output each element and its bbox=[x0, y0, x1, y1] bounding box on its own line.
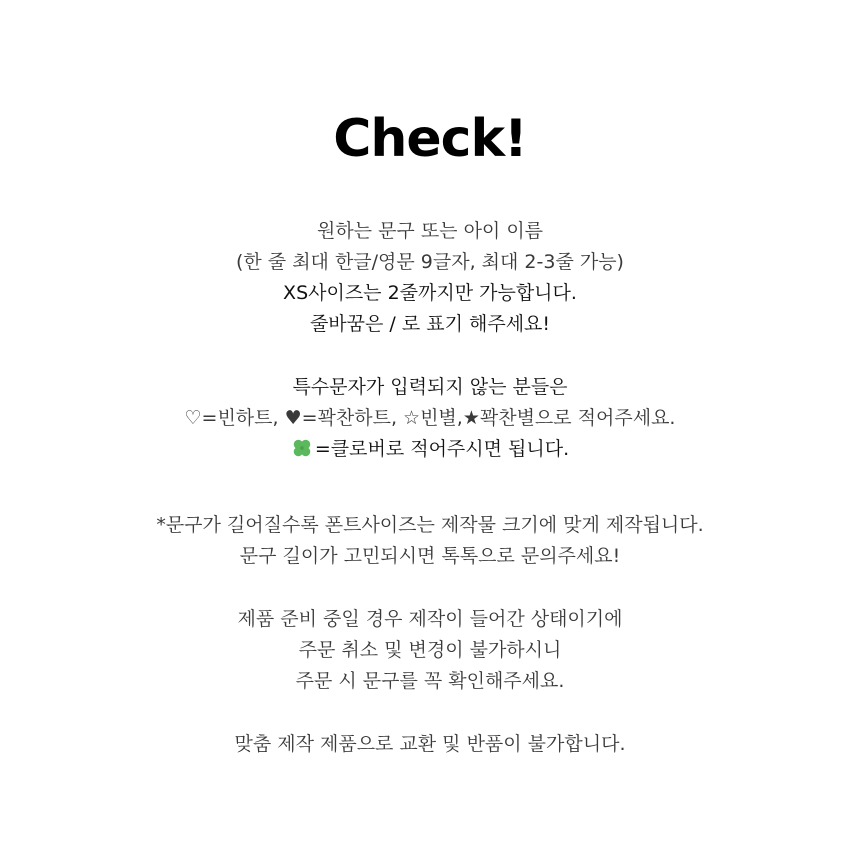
phrase-guide-line-4: 줄바꿈은 / 로 표기 해주세요! bbox=[309, 313, 551, 335]
special-chars-line-2: ♡=빈하트, ♥=꽉찬하트, ☆빈별,★꽉찬별으로 적어주세요. bbox=[184, 407, 676, 429]
phrase-guide-line-2: (한 줄 최대 한글/영문 9글자, 최대 2-3줄 가능) bbox=[236, 251, 624, 273]
order-notice-line-1: 제품 준비 중일 경우 제작이 들어간 상태이기에 bbox=[237, 608, 623, 630]
section-return-policy bbox=[0, 729, 860, 760]
font-size-note-line-2: 문구 길이가 고민되시면 톡톡으로 문의주세요! bbox=[239, 545, 621, 567]
page-title: Check! bbox=[333, 109, 527, 169]
section-font-size-note bbox=[0, 510, 860, 572]
order-notice-line-2: 주문 취소 및 변경이 불가하시니 bbox=[298, 639, 562, 661]
font-size-note-line-1: *문구가 길어질수록 폰트사이즈는 제작물 크기에 맞게 제작됩니다. bbox=[156, 514, 704, 536]
clover-text: =클로버로 적어주시면 됩니다. bbox=[314, 438, 570, 460]
section-phrase-guide bbox=[0, 216, 860, 340]
section-special-characters bbox=[0, 372, 860, 465]
special-chars-line-3 bbox=[0, 434, 860, 465]
return-policy-line-1: 맞춤 제작 제품으로 교환 및 반품이 불가합니다. bbox=[234, 733, 626, 755]
section-order-notice bbox=[0, 604, 860, 697]
order-notice-line-3: 주문 시 문구를 꼭 확인해주세요. bbox=[295, 670, 565, 692]
phrase-guide-line-1: 원하는 문구 또는 아이 이름 bbox=[316, 220, 544, 242]
special-chars-line-1: 특수문자가 입력되지 않는 분들은 bbox=[292, 376, 568, 398]
four-leaf-clover-icon bbox=[291, 437, 313, 459]
phrase-guide-line-3: XS사이즈는 2줄까지만 가능합니다. bbox=[283, 282, 577, 304]
